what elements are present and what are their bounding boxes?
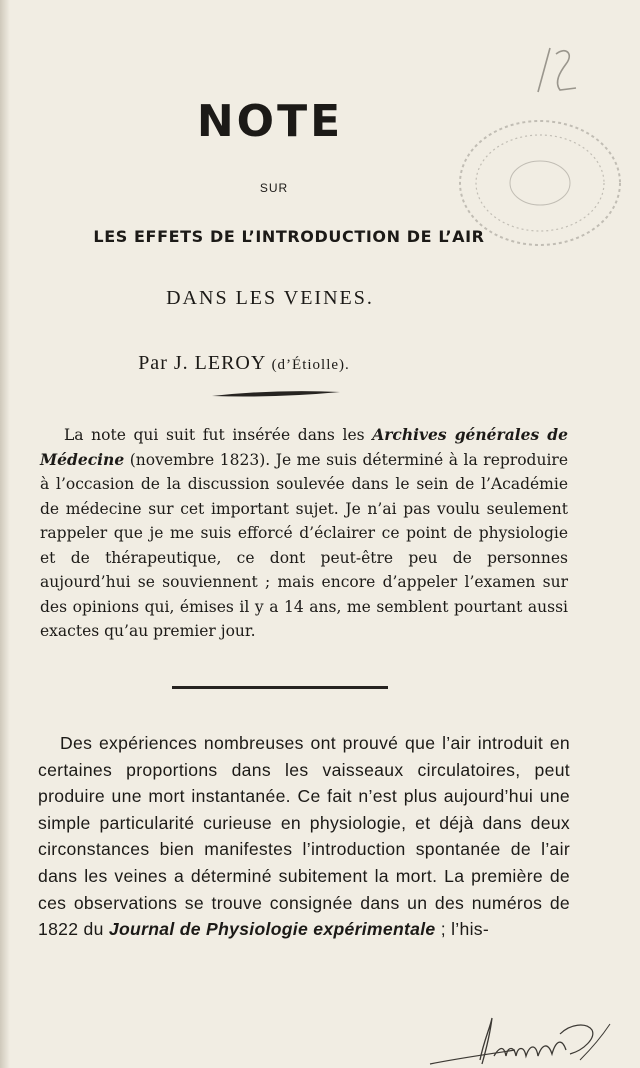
author-prefix: Par <box>138 352 168 374</box>
handwritten-signature-icon <box>420 1010 620 1068</box>
document-preposition: SUR <box>259 181 289 195</box>
intro-journal-title: Archives générales de Médecine <box>40 425 569 469</box>
document-subject-continuation: DANS LES VEINES. <box>166 287 374 309</box>
body-text-2: ; l’his- <box>435 919 490 940</box>
document-subject: LES EFFETS DE L’INTRODUCTION DE L’AIR <box>93 227 485 246</box>
body-text-1: Des expériences nombreuses ont prouvé que l’air introduit en certaines proportions dans les vaisseaux circulatoires, peut produire une mort instantanée. Ce fait n’est plus aujourd’hui une simple particularité curieuse en physiologie, et déjà dans deux circonstances bien manifestes l’introduction spontanée de l’air dans les veines a déterminé subitement la mort. La première de ces observations se trouve consignée dans un des numéros de 1822 du <box>38 733 570 940</box>
body-journal-title: Journal de Physiologie expérimentale <box>108 919 436 940</box>
author-affiliation: (d’Étiolle). <box>271 357 350 373</box>
section-divider <box>172 686 388 689</box>
pencil-annotation-icon <box>520 40 580 100</box>
author-line <box>0 352 488 375</box>
intro-text-1: La note qui suit fut insérée dans les <box>64 426 373 444</box>
document-title: NOTE <box>196 96 344 147</box>
intro-paragraph <box>40 423 568 644</box>
page-edge-shadow <box>0 0 10 1068</box>
author-name: J. LEROY <box>173 352 266 374</box>
intro-text-2: (novembre 1823). Je me suis déterminé à la reproduire à l’occasion de la discussion soulevée dans le sein de l’Académie de médecine sur cet important sujet. Je n’ai pas voulu seulement rappeler que je me suis efforcé d’éclairer ce point de physiologie et de thérapeutique, ce dont peut-être peu de personnes aujourd’hui se souviennent ; mais encore d’appeler l’examen sur des opinions qui, émises il y a 14 ans, me semblent pourtant aussi exactes qu’au premier jour. <box>40 450 568 640</box>
body-paragraph <box>38 730 570 943</box>
ornament-rule <box>212 391 340 397</box>
